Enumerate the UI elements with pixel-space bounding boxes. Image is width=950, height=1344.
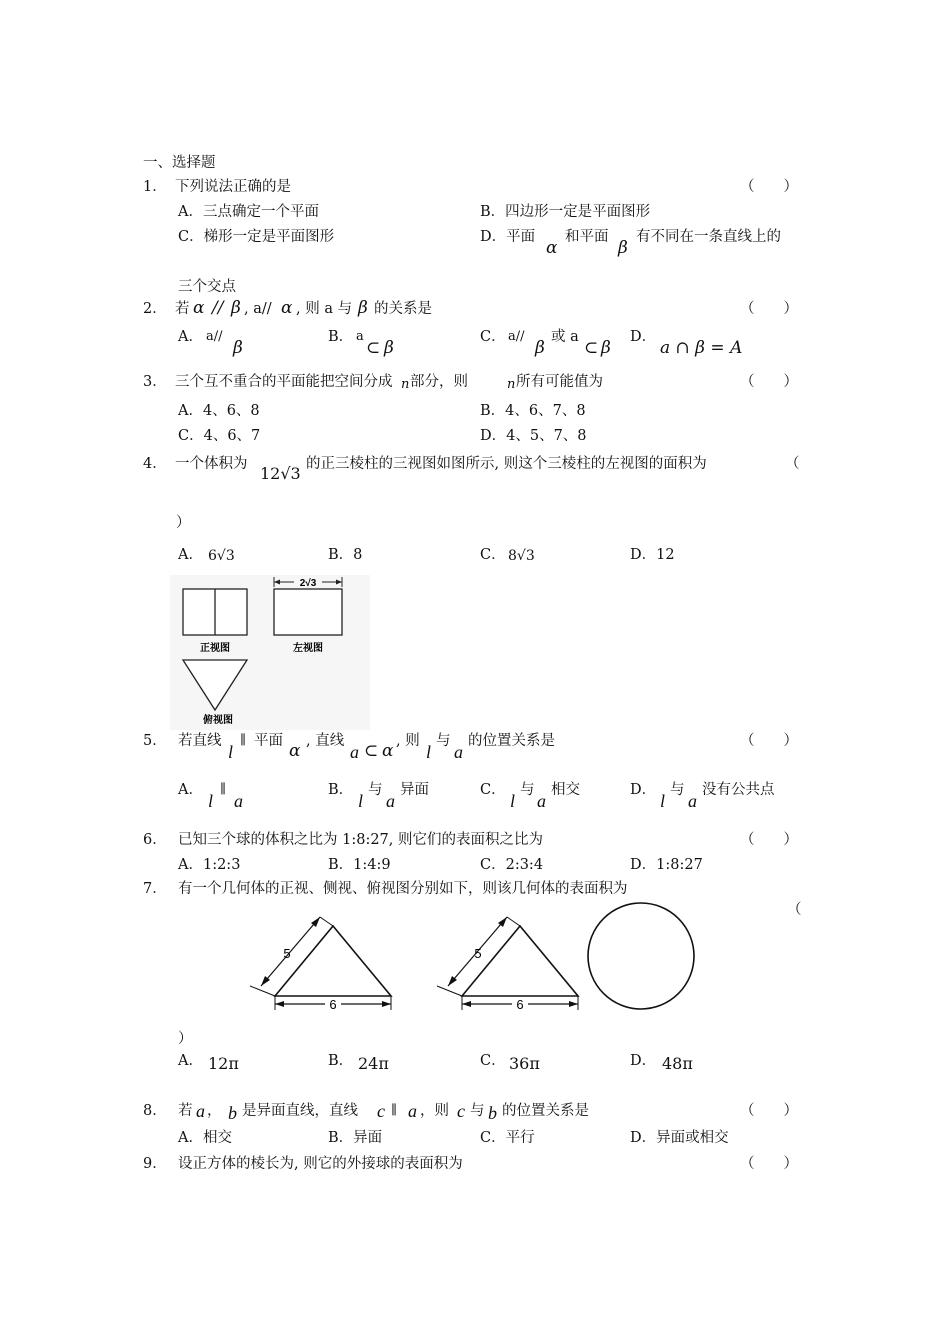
q6-number: 6． (143, 832, 167, 848)
q5-option-c-post: 相交 (551, 782, 580, 798)
q8-option-c: C．平行 (480, 1130, 535, 1146)
section-title: 一、选择题 (143, 155, 216, 171)
q3-n: n (401, 377, 410, 392)
q2-option-c-text: a// (508, 329, 525, 344)
q5-alpha-2: α (382, 741, 394, 761)
q4-volume: 12√3 (260, 464, 301, 483)
q8-pre: 若 (178, 1103, 193, 1119)
q2-mid3: , 则 a 与 (296, 301, 353, 317)
q5-option-d-label: D． (630, 782, 657, 798)
q3-stem-pre: 三个互不重合的平面能把空间分成 (175, 374, 393, 390)
q2-option-c-label: C． (480, 329, 506, 345)
front-base-label: 6 (329, 997, 337, 1012)
q3-stem-post: 所有可能值为 (516, 374, 603, 390)
q3-stem-mid: 部分，则 (410, 374, 468, 390)
q8-par: ∥ (391, 1103, 398, 1118)
q8-mid: 是异面直线，直线 (242, 1103, 358, 1119)
q5-a-2: a (454, 742, 463, 762)
q8-a: a (196, 1101, 205, 1121)
q2-alpha: α (193, 298, 205, 318)
q4-option-c-value: 8√3 (508, 548, 535, 564)
q7-option-b-value: 24π (358, 1054, 389, 1073)
q1-number: 1． (143, 179, 167, 195)
q2-number: 2． (143, 301, 167, 317)
q7-option-b-label: B． (328, 1053, 354, 1069)
q5-yu: 与 (436, 733, 451, 749)
q3-option-d: D．4、5、7、8 (480, 428, 587, 444)
q8-option-b: B．异面 (328, 1130, 383, 1146)
q7-option-c-label: C． (480, 1053, 506, 1069)
q5-option-a-a: a (234, 791, 243, 811)
q4-three-view-figure (170, 575, 370, 730)
q8-answer-paren: （ ） (740, 1103, 798, 1119)
q7-number: 7． (143, 881, 167, 897)
q8-option-d: D．异面或相交 (630, 1130, 729, 1146)
q6-option-a: A．1:2:3 (178, 857, 241, 873)
q6-option-b: B．1:4:9 (328, 857, 391, 873)
q2-option-c-or: 或 a (551, 329, 579, 345)
q5-alpha: α (289, 741, 301, 761)
q4-option-c-label: C． (480, 547, 506, 563)
q2-alpha-2: α (281, 298, 293, 318)
q5-plane: 平面 (254, 733, 283, 749)
q3-number: 3． (143, 374, 167, 390)
q2-option-a-beta: β (233, 338, 243, 358)
q7-option-c-value: 36π (509, 1054, 540, 1073)
q2-option-c-subset: ⊂ (584, 338, 599, 358)
q2-option-d-label: D． (630, 329, 657, 345)
q5-l-2: l (426, 742, 432, 762)
q5-option-a-l: l (208, 791, 214, 811)
q8-yu: 与 (470, 1103, 485, 1119)
q5-option-a-label: A． (178, 782, 203, 798)
q2-stem-post: 的关系是 (374, 301, 432, 317)
q8-then: ，则 (420, 1103, 449, 1119)
q3-option-c: C．4、6、7 (178, 428, 261, 444)
q6-stem: 已知三个球的体积之比为 1:8:27, 则它们的表面积之比为 (178, 832, 543, 848)
q5-line2: , 直线 (306, 733, 345, 749)
q1-option-d-cont: 三个交点 (178, 279, 236, 295)
q1-stem: 下列说法正确的是 (175, 179, 291, 195)
q8-number: 8． (143, 1103, 167, 1119)
q5-l: l (228, 742, 234, 762)
q4-option-b: B．8 (328, 547, 363, 563)
front-slant-label: 5 (283, 946, 291, 961)
q5-stem-pre: 若直线 (178, 733, 222, 749)
q1-option-b: B．四边形一定是平面图形 (480, 204, 651, 220)
q8-c: c (377, 1101, 385, 1121)
q7-paren-close: ） (178, 1031, 193, 1047)
q7-stem: 有一个几何体的正视、侧视、俯视图分别如下，则该几何体的表面积为 (178, 881, 628, 897)
q2-option-b-label: B． (328, 329, 354, 345)
q5-option-a-par: ∥ (220, 782, 227, 797)
q2-option-b-subset: ⊂ (366, 338, 381, 358)
q5-option-b-yu: 与 (368, 782, 383, 798)
q1-alpha: α (546, 238, 558, 258)
q2-option-b-beta: β (384, 338, 394, 358)
q4-number: 4． (143, 456, 167, 472)
q9-number: 9． (143, 1156, 167, 1172)
q2-beta-2: β (358, 298, 368, 318)
q5-option-c-l: l (510, 791, 516, 811)
q2-mid2: , a// (244, 301, 272, 317)
q1-beta: β (618, 238, 628, 258)
front-triangle (275, 926, 391, 996)
q5-par: ∥ (240, 733, 247, 748)
q6-answer-paren: （ ） (740, 832, 798, 848)
q5-option-c-a: a (537, 791, 546, 811)
q1-option-d-mid: 和平面 (565, 229, 609, 245)
q3-option-a: A．4、6、8 (178, 403, 260, 419)
q2-beta: β (231, 298, 241, 318)
q8-comma: ， (207, 1103, 222, 1119)
q7-top-view (585, 900, 700, 1015)
top-view-circle (588, 903, 694, 1009)
q1-option-d-pre: D．平面 (480, 229, 536, 245)
side-base-label: 6 (516, 997, 524, 1012)
q8-option-a: A．相交 (178, 1130, 232, 1146)
q1-option-c: C．梯形一定是平面图形 (178, 229, 335, 245)
q7-option-a-value: 12π (208, 1054, 239, 1073)
q7-option-d-value: 48π (662, 1054, 693, 1073)
q7-paren-open: （ (787, 902, 802, 918)
q1-answer-paren: （ ） (740, 179, 798, 195)
q2-option-a-text: a// (206, 329, 223, 344)
top-view-label: 俯视图 (203, 715, 233, 726)
q2-option-c-beta: β (535, 338, 545, 358)
q8-post: 的位置关系是 (502, 1103, 589, 1119)
q8-b: b (228, 1103, 237, 1123)
q7-option-d-label: D． (630, 1053, 657, 1069)
q5-option-b-label: B． (328, 782, 354, 798)
q4-stem-post: 的正三棱柱的三视图如图所示, 则这个三棱柱的左视图的面积为 (306, 456, 707, 472)
q2-answer-paren: （ ） (740, 301, 798, 317)
q5-a: a (350, 742, 359, 762)
q5-option-d-yu: 与 (670, 782, 685, 798)
q5-option-b-post: 异面 (400, 782, 429, 798)
q5-option-d-a: a (688, 791, 697, 811)
side-slant-label: 5 (474, 946, 482, 961)
q6-option-d: D．1:8:27 (630, 857, 703, 873)
q4-stem-pre: 一个体积为 (175, 456, 248, 472)
q2-option-c-beta-2: β (601, 338, 611, 358)
q2-stem-pre: 若 (175, 301, 190, 317)
front-view-label: 正视图 (200, 643, 230, 654)
q4-option-a-value: 6√3 (208, 548, 235, 564)
q5-option-b-a: a (386, 791, 395, 811)
side-view-rect (274, 589, 342, 635)
q5-option-d-post: 没有公共点 (702, 782, 775, 798)
side-view-dim-label: 2√3 (299, 578, 317, 589)
q3-n-2: n (507, 377, 516, 392)
q7-option-a-label: A． (178, 1053, 203, 1069)
q4-option-a-label: A． (178, 547, 203, 563)
q1-option-d-post: 有不同在一条直线上的 (636, 229, 781, 245)
q3-option-b: B．4、6、7、8 (480, 403, 586, 419)
q5-number: 5． (143, 733, 167, 749)
q1-option-a: A．三点确定一个平面 (178, 204, 319, 220)
q7-front-view (245, 912, 405, 1017)
q7-side-view (432, 912, 592, 1017)
q2-option-b-text: a (356, 329, 364, 344)
side-triangle (462, 926, 578, 996)
q5-option-b-l: l (358, 791, 364, 811)
q5-stem-post: 的位置关系是 (468, 733, 555, 749)
q5-option-c-yu: 与 (520, 782, 535, 798)
q2-option-d-expr: a ∩ β = A (660, 338, 743, 358)
q4-paren-open: （ (785, 456, 800, 472)
q4-option-d: D．12 (630, 547, 675, 563)
q2-par: // (212, 298, 224, 318)
q5-option-d-l: l (660, 791, 666, 811)
q4-paren-close: ） (176, 515, 191, 531)
side-view-label: 左视图 (293, 643, 323, 654)
q5-subset: ⊂ (364, 741, 379, 761)
q8-a-2: a (408, 1101, 417, 1121)
q8-c-2: c (457, 1101, 465, 1121)
q2-option-a-label: A． (178, 329, 203, 345)
q3-answer-paren: （ ） (740, 374, 798, 390)
q9-stem: 设正方体的棱长为, 则它的外接球的表面积为 (178, 1156, 463, 1172)
q8-b-2: b (488, 1103, 497, 1123)
q9-answer-paren: （ ） (740, 1156, 798, 1172)
q5-then: , 则 (396, 733, 420, 749)
q5-answer-paren: （ ） (740, 733, 798, 749)
q5-option-c-label: C． (480, 782, 506, 798)
q6-option-c: C．2:3:4 (480, 857, 544, 873)
